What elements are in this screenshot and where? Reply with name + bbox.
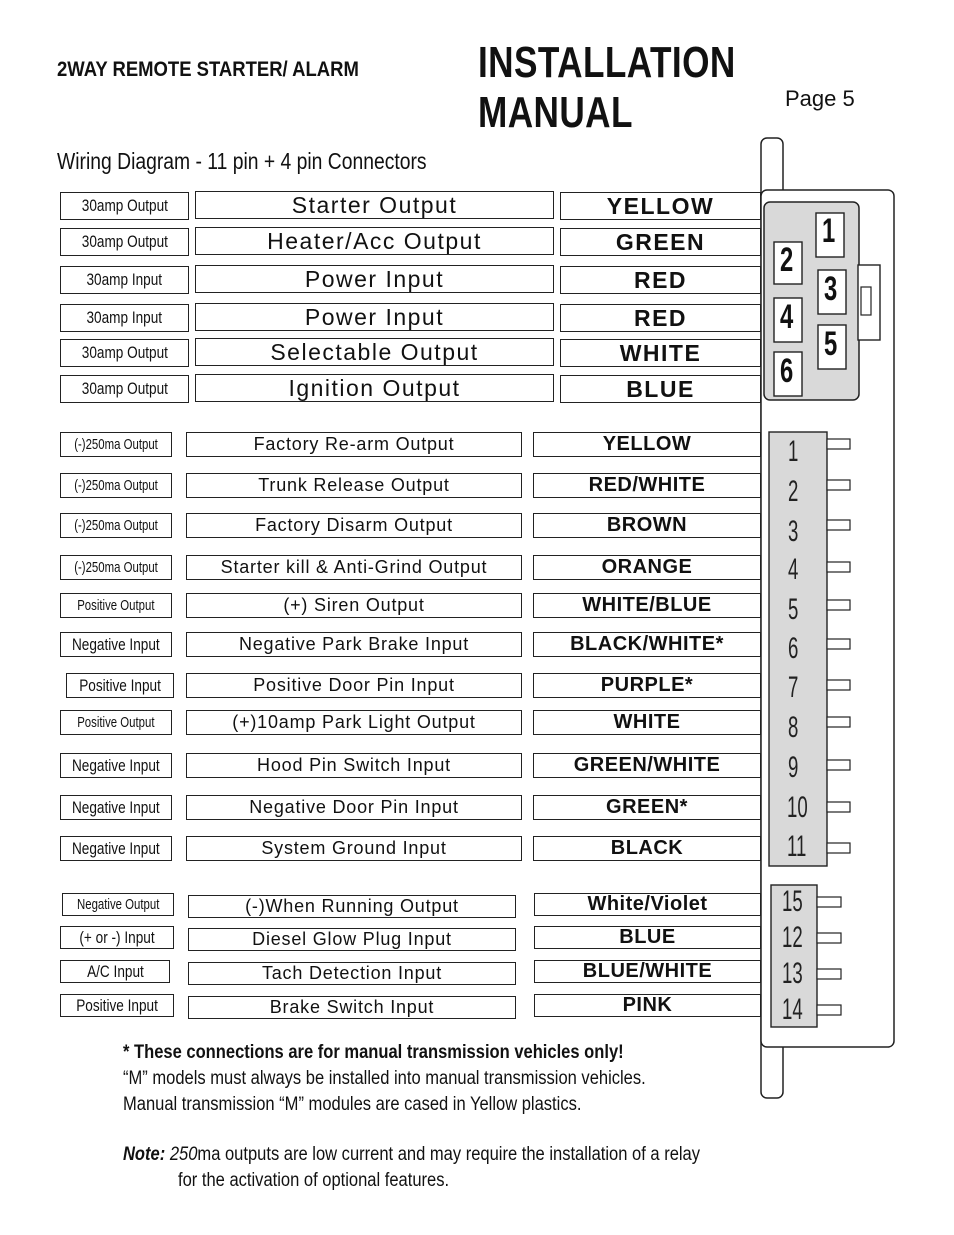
pin-number: 12 bbox=[782, 921, 803, 954]
wire-function-label: Ignition Output bbox=[195, 374, 554, 402]
header-subtitle: 2WAY REMOTE STARTER/ ALARM bbox=[57, 58, 359, 81]
pin-stub bbox=[817, 933, 841, 943]
wire-type-label: 30amp Output bbox=[60, 228, 189, 256]
wire-function-label: (-)When Running Output bbox=[188, 895, 516, 918]
pin-number: 2 bbox=[788, 475, 799, 508]
pin-number: 3 bbox=[788, 515, 799, 548]
page-title: INSTALLATION MANUAL bbox=[478, 38, 736, 137]
pin-stub bbox=[827, 843, 850, 853]
wire-type-label: Positive Input bbox=[60, 994, 174, 1017]
note-value: 250 bbox=[169, 1144, 198, 1165]
wire-color-label: BLACK bbox=[533, 836, 761, 861]
pin-number: 15 bbox=[782, 885, 803, 918]
wire-color-label: BLUE bbox=[534, 926, 761, 949]
pin-number: 1 bbox=[788, 435, 799, 468]
wire-type-label: 30amp Output bbox=[60, 375, 189, 403]
wire-type-label: 30amp Input bbox=[60, 266, 189, 294]
wire-function-label: (+) Siren Output bbox=[186, 593, 522, 618]
wire-type-label: 30amp Input bbox=[60, 304, 189, 332]
wire-type-label: A/C Input bbox=[60, 960, 170, 983]
wire-type-label: Negative Input bbox=[60, 753, 172, 778]
pin-stub bbox=[827, 717, 850, 727]
wire-function-label: Brake Switch Input bbox=[188, 996, 516, 1019]
wire-function-label: Factory Disarm Output bbox=[186, 513, 522, 538]
wire-type-label: Positive Output bbox=[60, 710, 172, 735]
wire-type-label: (-)250ma Output bbox=[60, 473, 172, 498]
wire-color-label: BLACK/WHITE* bbox=[533, 632, 761, 657]
note-yellow-case-line: Manual transmission “M” modules are cased in Yellow plastics. bbox=[123, 1094, 582, 1115]
wire-type-label: (-)250ma Output bbox=[60, 555, 172, 580]
wire-color-label: RED bbox=[560, 304, 761, 332]
wire-function-label: Trunk Release Output bbox=[186, 473, 522, 498]
wire-color-label: BLUE bbox=[560, 375, 761, 403]
pin-stub bbox=[817, 1005, 841, 1015]
wire-function-label: (+)10amp Park Light Output bbox=[186, 710, 522, 735]
big-connector-pin-number: 4 bbox=[780, 298, 794, 336]
wire-color-label: RED/WHITE bbox=[533, 473, 761, 498]
wire-color-label: WHITE bbox=[560, 339, 761, 367]
wire-color-label: GREEN/WHITE bbox=[533, 753, 761, 778]
wire-color-label: PURPLE* bbox=[533, 673, 761, 698]
note-m-models-line: “M” models must always be installed into manual transmission vehicles. bbox=[123, 1068, 646, 1089]
wire-function-label: Selectable Output bbox=[195, 338, 554, 366]
wire-type-label: Positive Output bbox=[60, 593, 172, 618]
wire-color-label: WHITE/BLUE bbox=[533, 593, 761, 618]
wire-function-label: Starter Output bbox=[195, 191, 554, 219]
wire-type-label: Negative Input bbox=[60, 632, 172, 657]
wire-color-label: RED bbox=[560, 266, 761, 294]
wire-color-label: White/Violet bbox=[534, 893, 761, 916]
manual-transmission-notes bbox=[123, 1040, 724, 1118]
pin-stub bbox=[817, 969, 841, 979]
wire-function-label: Negative Door Pin Input bbox=[186, 795, 522, 820]
wire-function-label: System Ground Input bbox=[186, 836, 522, 861]
wire-function-label: Negative Park Brake Input bbox=[186, 632, 522, 657]
diagram-title: Wiring Diagram - 11 pin + 4 pin Connectors bbox=[57, 148, 427, 174]
pin-number: 8 bbox=[788, 711, 799, 744]
pin-stub bbox=[817, 897, 841, 907]
pin-stub bbox=[827, 680, 850, 690]
wire-type-label: (-)250ma Output bbox=[60, 432, 172, 457]
wire-function-label: Power Input bbox=[195, 303, 554, 331]
pin-stub bbox=[827, 639, 850, 649]
pin-stub bbox=[827, 520, 850, 530]
big-connector-pin-number: 6 bbox=[780, 352, 794, 390]
pin-number: 11 bbox=[787, 830, 807, 863]
wire-color-label: GREEN* bbox=[533, 795, 761, 820]
wire-color-label: YELLOW bbox=[533, 432, 761, 457]
note-text-line2: for the activation of optional features. bbox=[178, 1170, 450, 1191]
pin-number: 9 bbox=[788, 751, 799, 784]
pin-stub bbox=[827, 439, 850, 449]
page-number: Page 5 bbox=[785, 86, 855, 111]
wire-color-label: BLUE/WHITE bbox=[534, 960, 761, 983]
wire-color-label: ORANGE bbox=[533, 555, 761, 580]
big-connector-pin-number: 1 bbox=[822, 212, 836, 250]
wire-type-label: 30amp Output bbox=[60, 192, 189, 220]
wire-function-label: Hood Pin Switch Input bbox=[186, 753, 522, 778]
pin-number: 13 bbox=[782, 957, 803, 990]
wire-function-label: Starter kill & Anti-Grind Output bbox=[186, 555, 522, 580]
wire-type-label: Negative Input bbox=[60, 836, 172, 861]
note-label: Note: bbox=[123, 1144, 166, 1165]
pin-number: 10 bbox=[787, 791, 808, 824]
wire-function-label: Power Input bbox=[195, 265, 554, 293]
wire-color-label: GREEN bbox=[560, 228, 761, 256]
wire-type-label: (+ or -) Input bbox=[60, 926, 174, 949]
wire-type-label: (-)250ma Output bbox=[60, 513, 172, 538]
wire-function-label: Diesel Glow Plug Input bbox=[188, 928, 516, 951]
note-text: ma outputs are low current and may require the installation of a relay bbox=[197, 1144, 701, 1165]
pin-number: 14 bbox=[782, 993, 803, 1026]
wire-function-label: Positive Door Pin Input bbox=[186, 673, 522, 698]
pin-number: 4 bbox=[788, 553, 799, 586]
pin-number: 5 bbox=[788, 593, 799, 626]
pin-stub bbox=[827, 562, 850, 572]
wire-color-label: PINK bbox=[534, 994, 761, 1017]
pin-stub bbox=[827, 802, 850, 812]
pin-stub bbox=[827, 480, 850, 490]
wire-type-label: 30amp Output bbox=[60, 339, 189, 367]
wire-function-label: Factory Re-arm Output bbox=[186, 432, 522, 457]
wire-type-label: Negative Output bbox=[62, 893, 174, 916]
wire-function-label: Tach Detection Input bbox=[188, 962, 516, 985]
current-note bbox=[123, 1142, 786, 1194]
big-connector-pin-number: 3 bbox=[824, 270, 838, 308]
wire-color-label: WHITE bbox=[533, 710, 761, 735]
wire-color-label: YELLOW bbox=[560, 192, 761, 220]
wire-function-label: Heater/Acc Output bbox=[195, 227, 554, 255]
wire-type-label: Positive Input bbox=[66, 673, 174, 698]
note-asterisk-line: * These connections are for manual transmission vehicles only! bbox=[123, 1042, 624, 1063]
pin-stub bbox=[827, 600, 850, 610]
big-connector-pin-number: 5 bbox=[824, 325, 838, 363]
pin-number: 6 bbox=[788, 632, 799, 665]
pin-number: 7 bbox=[788, 671, 799, 704]
wire-type-label: Negative Input bbox=[60, 795, 172, 820]
big-connector-pin-number: 2 bbox=[780, 241, 794, 279]
wire-color-label: BROWN bbox=[533, 513, 761, 538]
pin-stub bbox=[827, 760, 850, 770]
